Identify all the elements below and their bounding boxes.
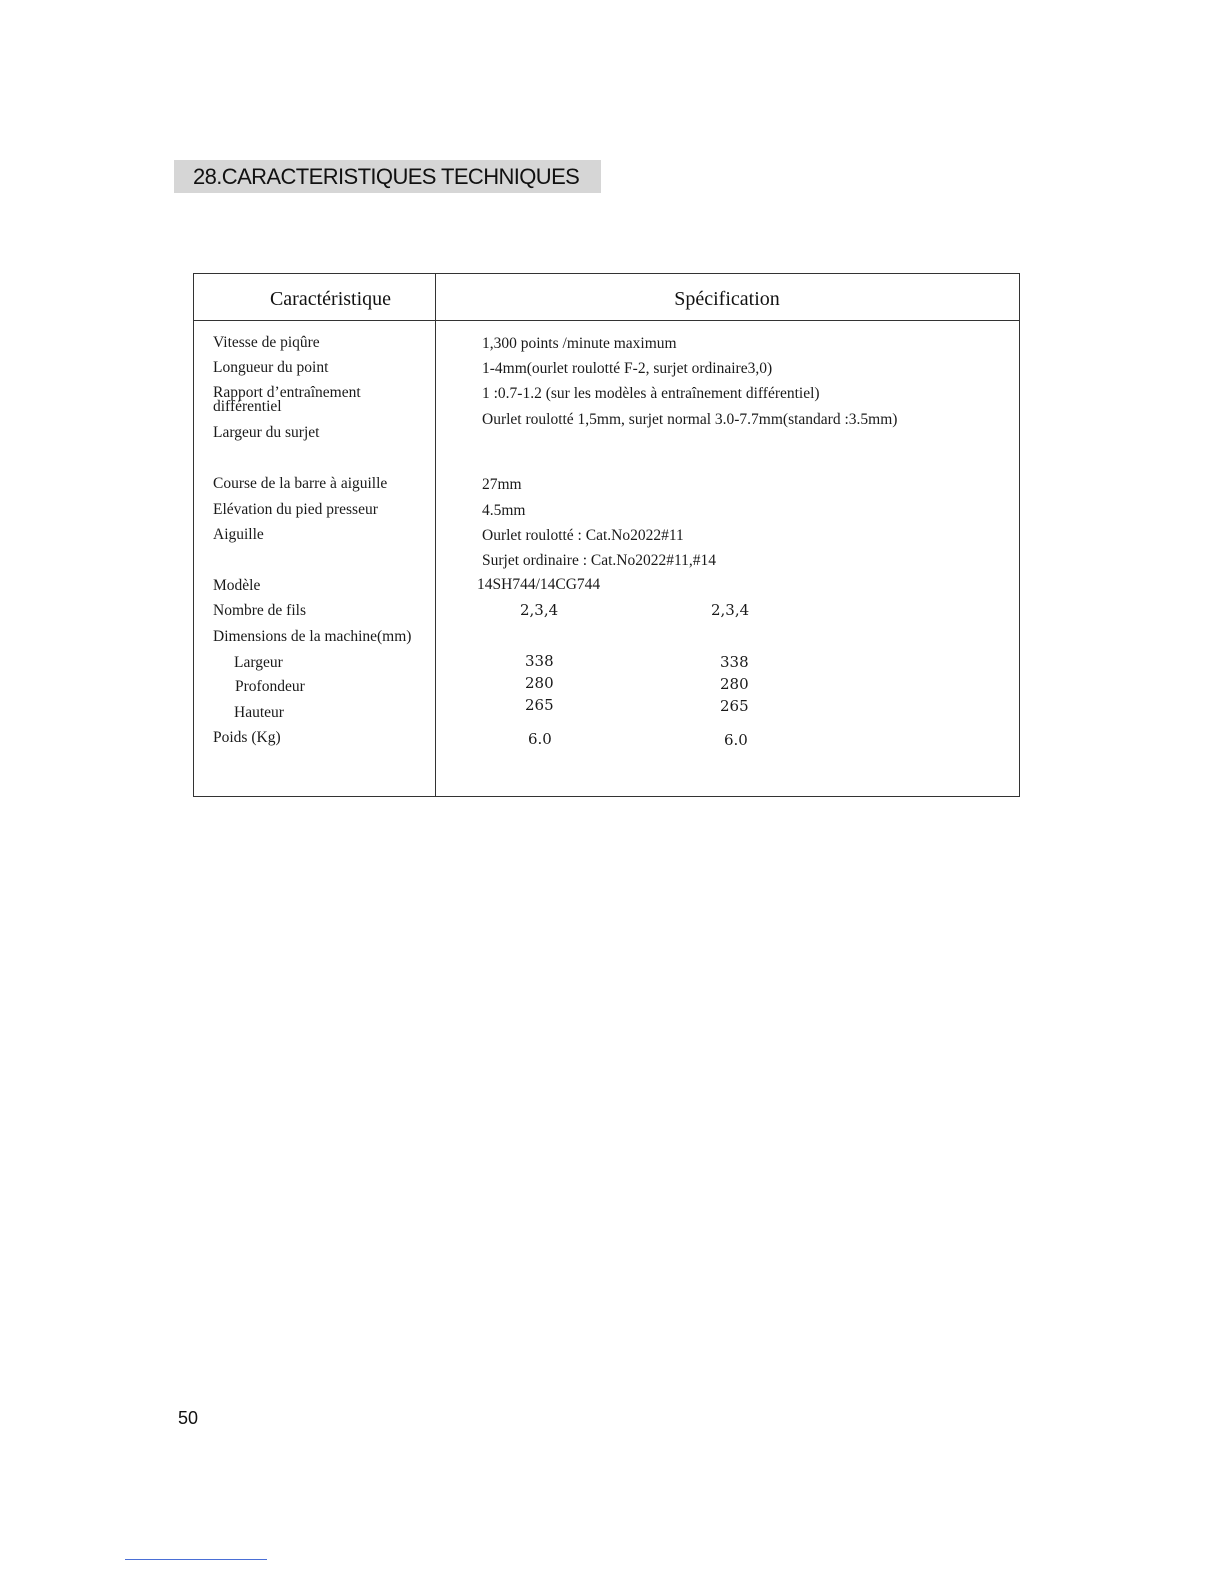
label-elevation: Elévation du pied presseur: [213, 501, 378, 518]
value-nombre-fils-1: 2,3,4: [520, 601, 559, 619]
label-longueur: Longueur du point: [213, 359, 329, 376]
label-poids: Poids (Kg): [213, 729, 281, 746]
header-characteristic: Caractéristique: [269, 288, 392, 310]
page-number: 50: [178, 1408, 199, 1428]
value-nombre-fils-2: 2,3,4: [711, 601, 750, 619]
value-poids-1: 6.0: [528, 730, 552, 748]
column-divider: [435, 274, 436, 796]
value-rapport: 1 :0.7-1.2 (sur les modèles à entraînement différentiel): [482, 385, 820, 402]
section-heading: 28.CARACTERISTIQUES TECHNIQUES: [174, 160, 601, 193]
header-specification: Spécification: [674, 288, 780, 310]
label-profondeur: Profondeur: [235, 678, 305, 695]
value-largeur-1: 338: [525, 652, 554, 670]
header-rule: [194, 320, 1019, 321]
value-largeur-2: 338: [720, 653, 749, 671]
label-aiguille: Aiguille: [213, 526, 264, 543]
label-largeur: Largeur: [234, 654, 283, 671]
label-hauteur: Hauteur: [234, 704, 284, 721]
value-hauteur-2: 265: [720, 697, 749, 715]
label-rapport-line1: Rapport d’entraînement: [213, 384, 361, 401]
value-vitesse: 1,300 points /minute maximum: [482, 335, 677, 352]
label-dimensions: Dimensions de la machine(mm): [213, 628, 412, 645]
label-vitesse: Vitesse de piqûre: [213, 334, 320, 351]
label-rapport-line2: différentiel: [213, 398, 282, 415]
label-nombre-fils: Nombre de fils: [213, 602, 306, 619]
value-aiguille-1: Ourlet roulotté : Cat.No2022#11: [482, 527, 684, 544]
value-profondeur-1: 280: [525, 674, 554, 692]
footer-rule: [125, 1559, 267, 1560]
value-longueur: 1-4mm(ourlet roulotté F-2, surjet ordinaire3,0): [482, 360, 773, 377]
value-poids-2: 6.0: [724, 731, 748, 749]
value-profondeur-2: 280: [720, 675, 749, 693]
value-elevation: 4.5mm: [482, 502, 526, 519]
value-largeur-surjet: Ourlet roulotté 1,5mm, surjet normal 3.0-7.7mm(standard :3.5mm): [482, 411, 898, 428]
value-aiguille-2: Surjet ordinaire : Cat.No2022#11,#14: [482, 552, 717, 569]
spec-table: [193, 273, 1020, 797]
value-course: 27mm: [482, 476, 522, 493]
value-modele: 14SH744/14CG744: [477, 576, 601, 593]
label-modele: Modèle: [213, 577, 261, 594]
label-course: Course de la barre à aiguille: [213, 475, 388, 492]
label-largeur-surjet: Largeur du surjet: [213, 424, 320, 441]
value-hauteur-1: 265: [525, 696, 554, 714]
